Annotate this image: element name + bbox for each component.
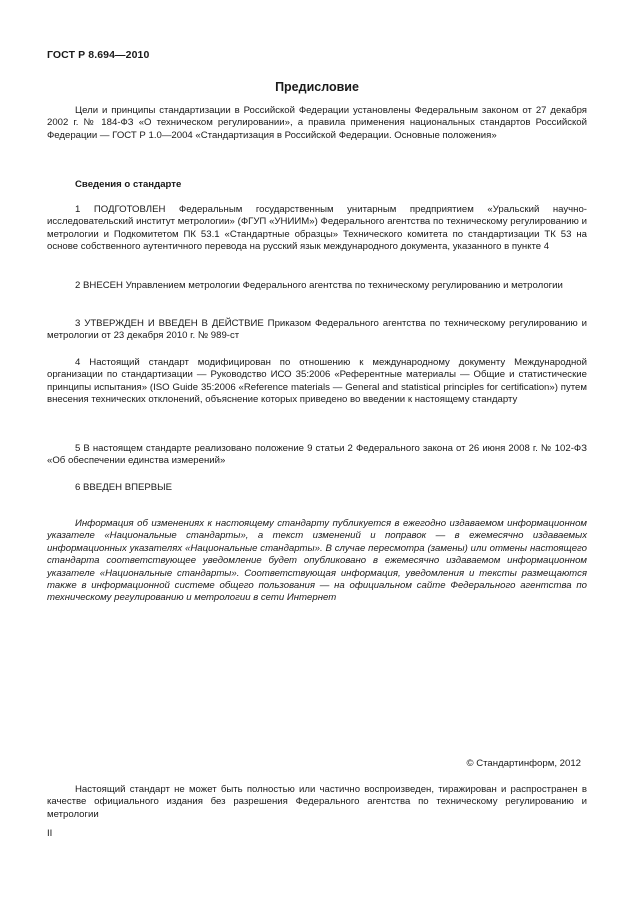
notice-paragraph: Информация об изменениях к настоящему стандарту публикуется в ежегодно издаваемом информационном указателе «Национальные стандарты», а текст изменений и поправок — в ежемесячно издаваемых информационных указателях «Национальные стандарты». В случае пересмотра (замены) или отмены настоящего стандарта соответствующее уведомление будет опубликовано в ежемесячно издаваемом информационном указателе «Национальные стандарты». Соответствующая информация, уведомления и тексты размещаются также в информационной системе общего пользования — на официальном сайте Федерального агентства по техническому регулированию и метрологии в сети Интернет <box>47 518 587 604</box>
item-4-paragraph: 4 Настоящий стандарт модифицирован по отношению к международному документу Международной организации по стандартизации — Руководство ИСО 35:2006 «Референтные материалы — Общие и статистические принципы испытания» (ISO Guide 35:2006 «Reference materials — General and statistical principles for certification») путем внесения технических отклонений, объяснение которых приведено во введении к настоящему стандарту <box>47 357 587 406</box>
item-6-paragraph: 6 ВВЕДЕН ВПЕРВЫЕ <box>75 482 173 493</box>
item-3-paragraph: 3 УТВЕРЖДЕН И ВВЕДЕН В ДЕЙСТВИЕ Приказом Федерального агентства по техническому регулированию и метрологии от 23 декабря 2010 г. № 989-ст <box>47 318 587 342</box>
item-2-block <box>47 280 587 292</box>
reproduction-notice-paragraph: Настоящий стандарт не может быть полностью или частично воспроизведен, тиражирован и распространен в качестве официального издания без разрешения Федерального агентства по техническому регулированию и метрологии <box>47 784 587 820</box>
page-number: II <box>47 828 53 839</box>
item-1-paragraph: 1 ПОДГОТОВЛЕН Федеральным государственным унитарным предприятием «Уральский научно-исследовательский институт метрологии» (ФГУП «УНИИМ») Федерального агентства по техническому регулированию и метрологии и Подкомитетом ПК 53.1 «Стандартные образцы» Технического комитета по стандартизации ТК 53 на основе собственного аутентичного перевода на русский язык международного документа, указанного в пункте 4 <box>47 204 587 253</box>
section-heading: Сведения о стандарте <box>75 179 182 190</box>
item-5-block <box>47 443 587 468</box>
reproduction-notice-block <box>47 784 587 821</box>
item-3-block <box>47 318 587 343</box>
item-4-block <box>47 357 587 407</box>
item-1-block <box>47 204 587 254</box>
page-title: Предисловие <box>275 80 359 94</box>
document-code: ГОСТ Р 8.694—2010 <box>47 49 150 61</box>
item-5-paragraph: 5 В настоящем стандарте реализовано положение 9 статьи 2 Федерального закона от 26 июня 2008 г. № 102-ФЗ «Об обеспечении единства измерений» <box>47 443 587 467</box>
copyright-line: © Стандартинформ, 2012 <box>466 758 581 769</box>
item-2-paragraph: 2 ВНЕСЕН Управлением метрологии Федерального агентства по техническому регулированию и метрологии <box>75 280 563 291</box>
intro-paragraph: Цели и принципы стандартизации в Российской Федерации установлены Федеральным законом от 27 декабря 2002 г. № 184-ФЗ «О техническом регулировании», а правила применения национальных стандартов Российской Федерации — ГОСТ Р 1.0—2004 «Стандартизация в Российской Федерации. Основные положения» <box>47 105 587 141</box>
notice-block <box>47 518 587 605</box>
document-page <box>47 0 587 913</box>
intro-paragraph-block <box>47 105 587 142</box>
item-6-block <box>47 482 587 494</box>
